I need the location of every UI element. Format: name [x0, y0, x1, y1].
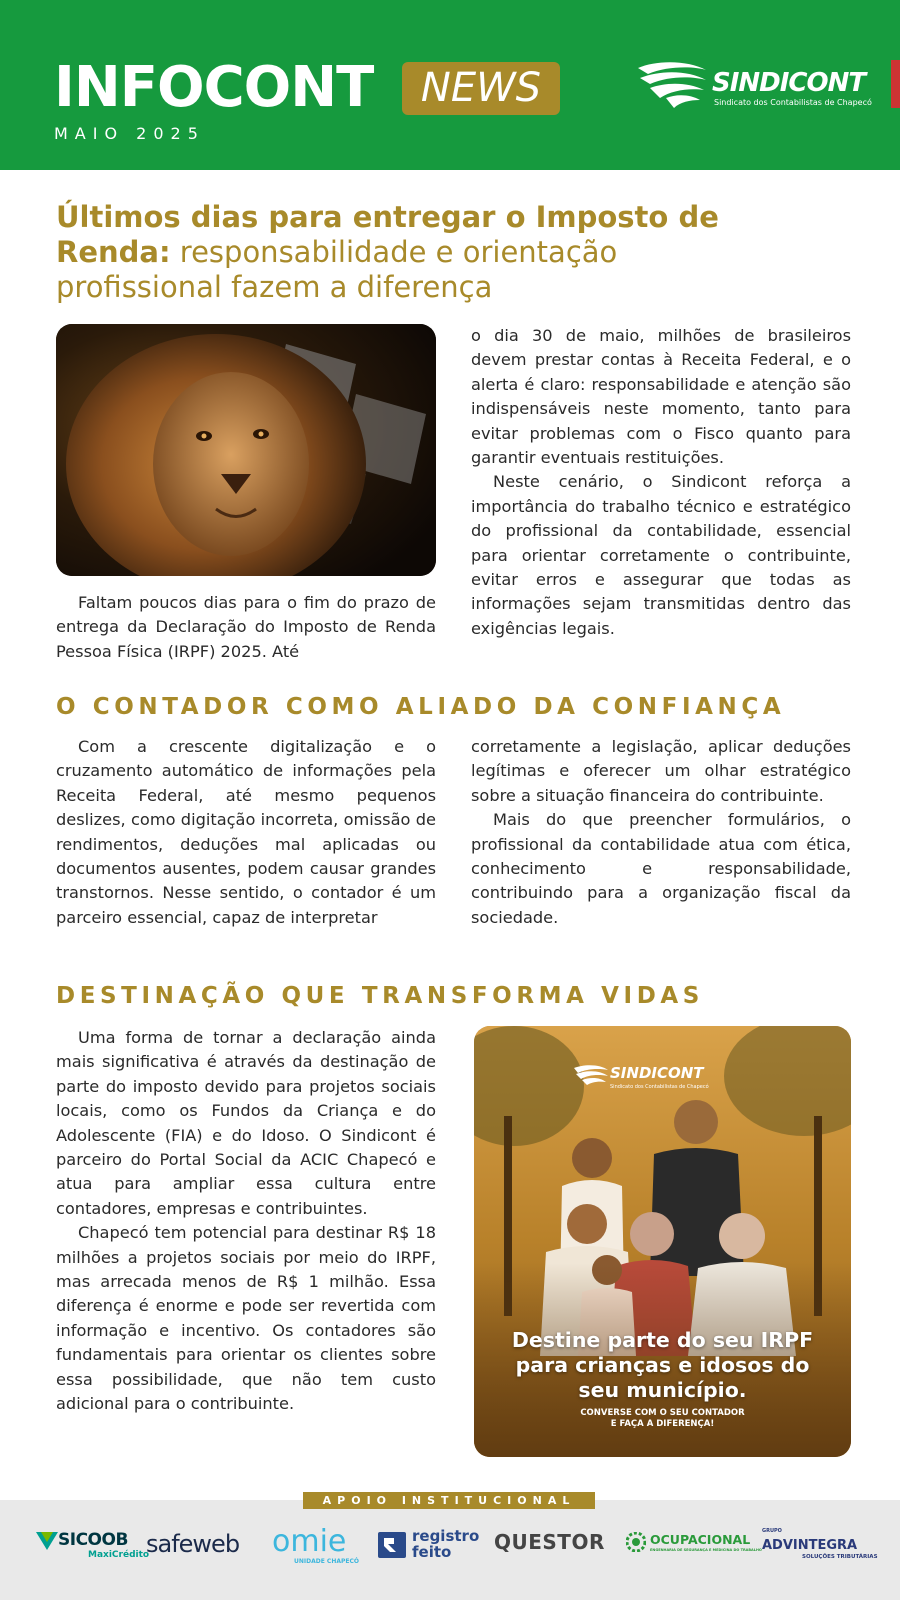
ocupacional-gear-icon: [626, 1532, 646, 1552]
advintegra-sub: SOLUÇÕES TRIBUTÁRIAS: [802, 1554, 878, 1560]
lion-illustration: [56, 324, 436, 576]
section2-paragraph-1: Uma forma de tornar a declaração ainda mais significativa é através da destinação de parte do imposto devido para projetos sociais locais, como os Fundos da Criança e do Adolescente (FIA) e do Idoso. O Sindicont é parceiro do Portal Social da ACIC Chapecó e atua para ampliar essa cultura entre contadores, empresas e contribuintes.: [56, 1028, 436, 1218]
section-title-contador: O CONTADOR COMO ALIADO DA CONFIANÇA: [56, 694, 786, 720]
intro-left-text: [56, 591, 436, 664]
edge-accent: [891, 60, 900, 108]
campaign-cta-line-2: E FAÇA A DIFERENÇA!: [610, 1419, 715, 1429]
headline-light: responsabilidade e orientação profissional fazem a diferença: [56, 235, 618, 304]
lion-photo: [56, 324, 436, 576]
section1-paragraph-2: corretamente a legislação, aplicar deduções legítimas e oferecer um olhar estratégico sobre a situação financeira do contribuinte.: [471, 737, 851, 805]
sindicont-wave-icon: [636, 60, 710, 110]
section1-paragraph-3: Mais do que preencher formulários, o profissional da contabilidade atua com ética, conhecimento e responsabilidade, contribuindo para a organização fiscal da sociedade.: [471, 810, 851, 927]
campaign-logo-name: SINDICONT: [610, 1064, 704, 1082]
sicoob-name: SICOOB: [58, 1530, 128, 1550]
registro-feito-logo-icon: [378, 1532, 406, 1558]
section-title-destinacao: DESTINAÇÃO QUE TRANSFORMA VIDAS: [56, 983, 704, 1009]
masthead: [0, 0, 900, 170]
advintegra-group: GRUPO: [762, 1528, 782, 1534]
section1-right-text: [471, 735, 851, 930]
campaign-headline-text: Destine parte do seu IRPF para crianças e idosos do seu município.: [511, 1328, 814, 1402]
campaign-cta: [474, 1408, 851, 1430]
sponsor-ocupacional: [626, 1530, 762, 1570]
ocupacional-sub: ENGENHARIA DE SEGURANÇA E MEDICINA DO TRABALHO: [650, 1548, 762, 1552]
campaign-cta-line-1: CONVERSE COM O SEU CONTADOR: [580, 1408, 745, 1418]
section1-paragraph-1: Com a crescente digitalização e o cruzamento automático de informações pela Receita Federal, até mesmo pequenos deslizes, como digitação incorreta, omissão de rendimentos, deduções mal aplicadas ou documentos ausentes, podem causar grandes transtornos. Nesse sentido, o contador é um parceiro essencial, capaz de interpretar: [56, 737, 436, 927]
sponsor-questor: [494, 1530, 604, 1570]
sponsor-omie: [272, 1524, 362, 1570]
intro-right-text: [471, 324, 851, 641]
advintegra-name: ADVINTEGRA: [762, 1538, 858, 1553]
section2-paragraph-2: Chapecó tem potencial para destinar R$ 18 milhões a projetos sociais por meio do IRPF, mas arrecada menos de R$ 1 milhão. Essa diferença é enorme e pode ser revertida com informação e incentivo. Os contadores são fundamentais para orientar os clientes sobre essa possibilidade, que não tem custo adicional para o contribuinte.: [56, 1223, 436, 1414]
registro-feito-name: registro feito: [412, 1527, 480, 1561]
safeweb-name: safeweb: [146, 1530, 240, 1558]
issue-date: MAIO 2025: [54, 124, 205, 143]
campaign-headline: [474, 1328, 851, 1403]
ocupacional-name: OCUPACIONAL: [650, 1532, 751, 1547]
headline-bold: Últimos dias para entregar o Imposto de Renda:: [56, 200, 719, 269]
sponsor-sicoob: [36, 1530, 150, 1570]
sindicont-logo: [636, 60, 872, 112]
sicoob-logo-icon: [36, 1532, 58, 1550]
omie-sub: UNIDADE CHAPECÓ: [294, 1558, 359, 1565]
logo-subtitle: Sindicato dos Contabilistas de Chapecó: [714, 98, 872, 107]
intro-paragraph-3: Neste cenário, o Sindicont reforça a importância do trabalho técnico e estratégico do profissional da contabilidade, essencial para orientar corretamente o contribuinte, evitar erros e assegurar que todas as informações sejam transmitidas dentro das exigências legais.: [471, 472, 851, 638]
sicoob-sub: MaxiCrédito: [88, 1550, 150, 1560]
sponsor-advintegra: [762, 1528, 878, 1570]
intro-paragraph-1: Faltam poucos dias para o fim do prazo de entrega da Declaração do Imposto de Renda Pessoa Física (IRPF) 2025. Até: [56, 593, 436, 661]
omie-name: omie: [272, 1524, 347, 1559]
news-badge: NEWS: [402, 62, 560, 115]
logo-name: SINDICONT: [712, 68, 866, 98]
questor-name: QUESTOR: [494, 1530, 605, 1554]
section2-text: [56, 1026, 436, 1417]
campaign-logo-subtitle: Sindicato dos Contabilistas de Chapecó: [610, 1084, 709, 1090]
article-headline: [56, 200, 776, 305]
sponsor-registro-feito: [378, 1527, 480, 1570]
support-label: APOIO INSTITUCIONAL: [303, 1492, 595, 1509]
campaign-poster: [474, 1026, 851, 1457]
publication-title: INFOCONT: [54, 55, 374, 120]
section1-left-text: [56, 735, 436, 930]
sponsor-safeweb: [146, 1530, 256, 1570]
intro-paragraph-2: o dia 30 de maio, milhões de brasileiros devem prestar contas à Receita Federal, e o alerta é claro: responsabilidade e atenção são indispensáveis neste momento, tanto para evitar problemas com o Fisco quanto para garantir eventuais restituições.: [471, 326, 851, 468]
